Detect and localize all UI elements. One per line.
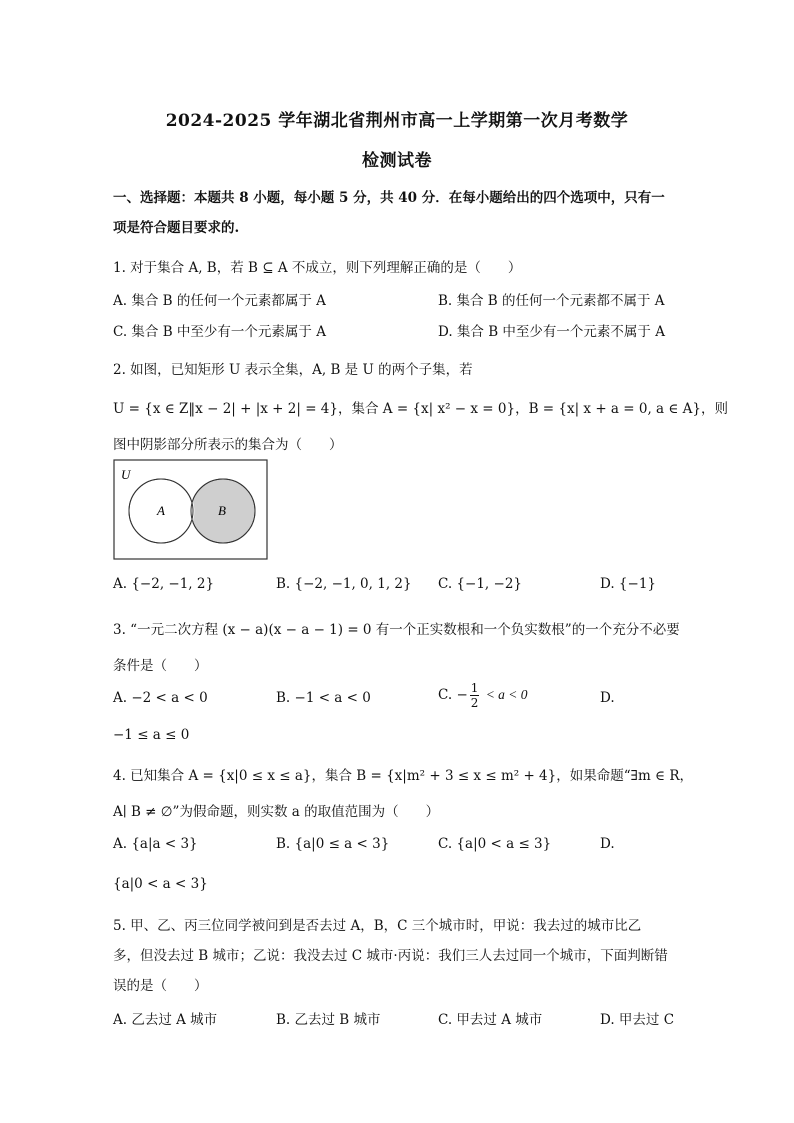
section-heading-cont: 项是符合题目要求的. xyxy=(113,220,240,236)
question-5-stem: 5. 甲、乙、丙三位同学被问到是否去过 A，B，C 三个城市时，甲说：我去过的城市比乙 xyxy=(113,918,642,934)
q2-option-d: D. {−1} xyxy=(600,576,657,592)
venn-diagram xyxy=(113,459,269,561)
q3-option-c-ineq: < a < 0 xyxy=(485,687,528,702)
fraction-denominator: 2 xyxy=(470,696,479,710)
question-4-stem: 4. 已知集合 A = {x|0 ≤ x ≤ a}，集合 B = {x|m² + 3 ≤ x ≤ m² + 4}，如果命题“∃m ∈ R， xyxy=(113,768,693,784)
page-title-line2: 检测试卷 xyxy=(362,151,432,171)
q1-option-c: C. 集合 B 中至少有一个元素属于 A xyxy=(113,324,326,340)
q2-option-c: C. {−1, −2} xyxy=(438,576,522,592)
q5-option-c: C. 甲去过 A 城市 xyxy=(438,1012,543,1028)
question-3-stem-cont: 条件是（ ） xyxy=(113,658,208,674)
q4-option-c: C. {a|0 < a ≤ 3} xyxy=(438,836,552,852)
question-2-stem-ask: 图中阴影部分所表示的集合为（ ） xyxy=(113,437,343,453)
section-heading: 一、选择题：本题共 8 小题，每小题 5 分，共 40 分．在每小题给出的四个选项中，只有一 xyxy=(113,190,665,206)
q3-option-d: D. xyxy=(600,690,615,706)
q4-option-d: D. xyxy=(600,836,615,852)
question-5-stem-cont: 多，但没去过 B 城市；乙说：我没去过 C 城市·丙说：我们三人去过同一个城市，下面判断错 xyxy=(113,948,668,964)
q2-option-a: A. {−2, −1, 2} xyxy=(113,576,215,592)
q4-option-a: A. {a|a < 3} xyxy=(113,836,198,852)
q3-option-b: B. −1 < a < 0 xyxy=(276,690,371,706)
venn-label-u: U xyxy=(121,467,131,482)
q2-option-b: B. {−2, −1, 0, 1, 2} xyxy=(276,576,412,592)
q3-option-a: A. −2 < a < 0 xyxy=(113,690,208,706)
q3-option-d-value: −1 ≤ a ≤ 0 xyxy=(113,727,190,743)
q4-option-b: B. {a|0 ≤ a < 3} xyxy=(276,836,390,852)
q3-option-c-sign: − xyxy=(456,687,468,703)
q1-option-b: B. 集合 B 的任何一个元素都不属于 A xyxy=(438,293,665,309)
question-2-stem: 2. 如图，已知矩形 U 表示全集，A, B 是 U 的两个子集，若 xyxy=(113,362,473,378)
q5-option-d: D. 甲去过 C xyxy=(600,1012,675,1028)
question-4-stem-cont: A∣ B ≠ ∅”为假命题，则实数 a 的取值范围为（ ） xyxy=(113,804,440,820)
q5-option-a: A. 乙去过 A 城市 xyxy=(113,1012,218,1028)
q3-option-c-label: C. xyxy=(438,687,453,703)
page-title: 2024-2025 学年湖北省荆州市高一上学期第一次月考数学 xyxy=(165,111,629,131)
venn-label-b: B xyxy=(218,503,226,518)
fraction xyxy=(470,682,480,709)
q1-option-a: A. 集合 B 的任何一个元素都属于 A xyxy=(113,293,326,309)
question-2-stem-sets: U = {x ∈ Z‖x − 2| + |x + 2| = 4}，集合 A = {x| x² − x = 0}，B = {x| x + a = 0, a ∈ A}，则 xyxy=(113,401,729,417)
q4-option-d-value: {a|0 < a < 3} xyxy=(113,876,208,892)
question-5-stem-end: 误的是（ ） xyxy=(113,978,208,994)
question-3-stem: 3. “一元二次方程 (x − a)(x − a − 1) = 0 有一个正实数根和一个负实数根”的一个充分不必要 xyxy=(113,622,680,638)
q1-option-d: D. 集合 B 中至少有一个元素不属于 A xyxy=(438,324,665,340)
q3-option-c xyxy=(438,682,528,709)
venn-label-a: A xyxy=(157,503,165,518)
fraction-numerator: 1 xyxy=(470,681,479,695)
question-1-stem: 1. 对于集合 A, B，若 B ⊆ A 不成立，则下列理解正确的是（ ） xyxy=(113,260,522,276)
q5-option-b: B. 乙去过 B 城市 xyxy=(276,1012,381,1028)
